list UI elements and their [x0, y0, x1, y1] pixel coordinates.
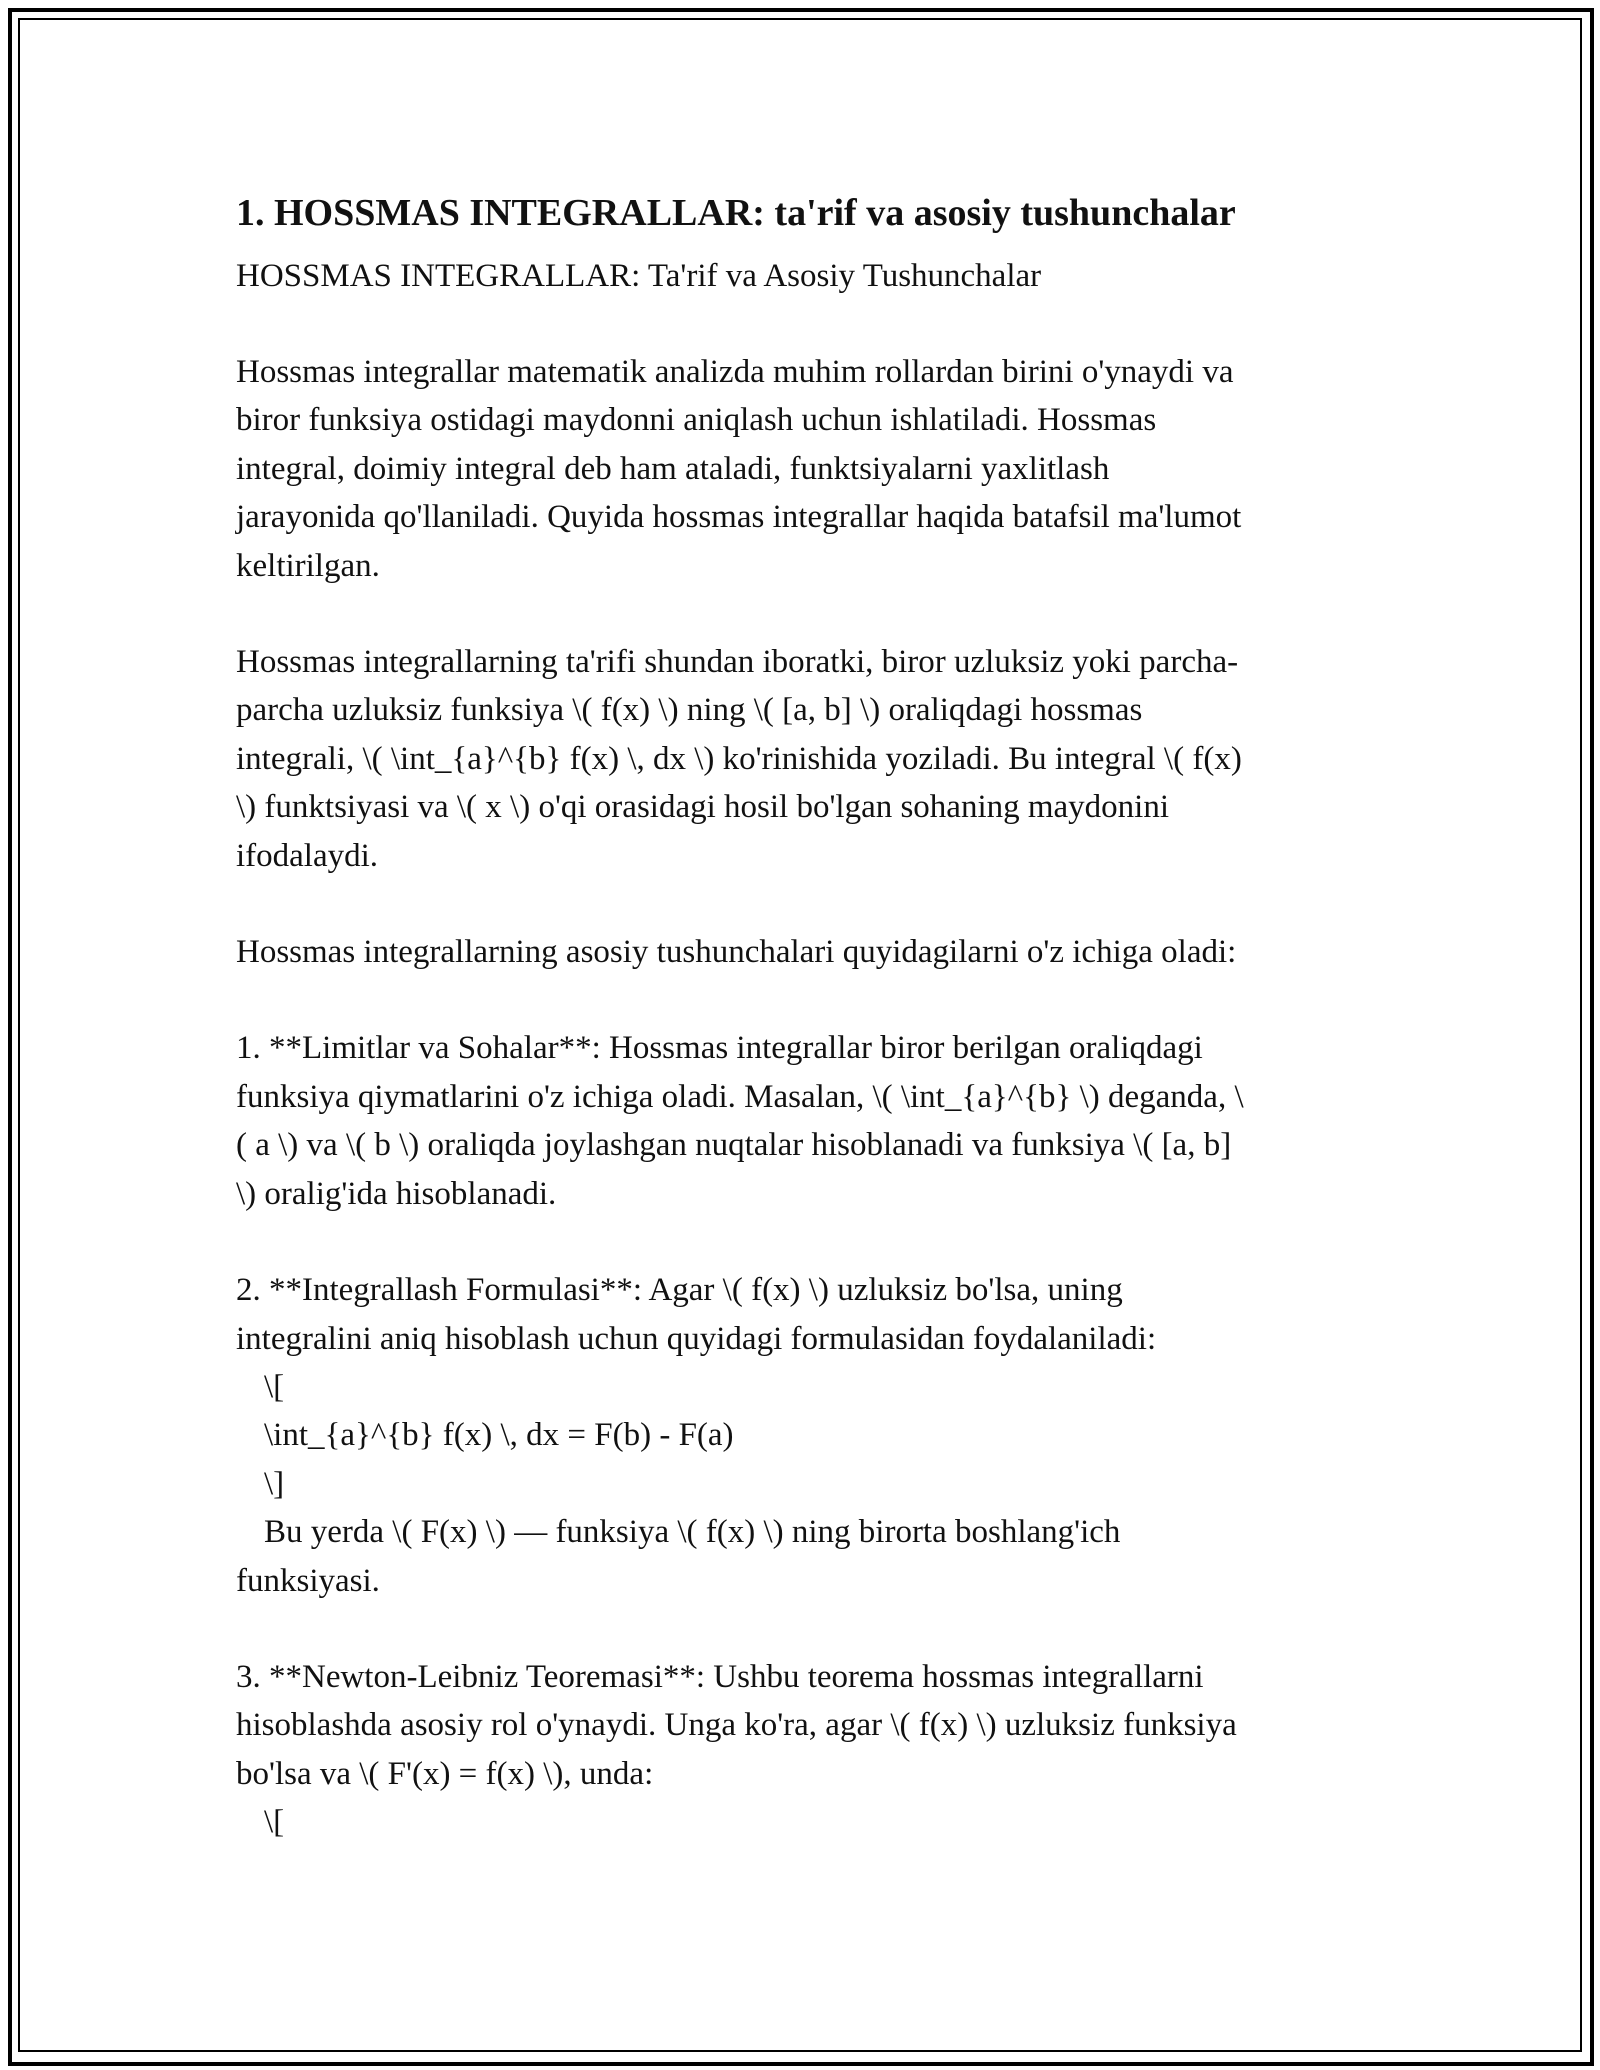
document-body — [236, 300, 1366, 1847]
paragraph-line: funksiyasi. — [236, 1562, 380, 1599]
paragraph-line: \[ — [264, 1804, 285, 1841]
paragraph-line: parcha uzluksiz funksiya \( f(x) \) ning \( [a, b] \) oraliqdagi hossmas — [236, 692, 1143, 729]
document-page — [236, 186, 1366, 1847]
paragraph-line: biror funksiya ostidagi maydonni aniqlash uchun ishlatiladi. Hossmas — [236, 402, 1157, 439]
paragraph-line: Hossmas integrallarning ta'rifi shundan iboratki, biror uzluksiz yoki parcha- — [236, 644, 1239, 681]
paragraph-line: keltirilgan. — [236, 547, 380, 584]
paragraph-line: 2. **Integrallash Formulasi**: Agar \( f(x) \) uzluksiz bo'lsa, uning — [236, 1272, 1123, 1309]
paragraph — [236, 976, 1366, 1218]
paragraph-line: ( a \) va \( b \) oraliqda joylashgan nuqtalar hisoblanadi va funksiya \( [a, b] — [236, 1127, 1232, 1164]
paragraph-line: Bu yerda \( F(x) \) — funksiya \( f(x) \) ning birorta boshlang'ich — [264, 1514, 1121, 1551]
paragraph — [236, 590, 1366, 880]
paragraph-line: jarayonida qo'llaniladi. Quyida hossmas integrallar haqida batafsil ma'lumot — [236, 499, 1242, 536]
document-heading: 1. HOSSMAS INTEGRALLAR: ta'rif va asosiy tushunchalar — [236, 192, 1236, 234]
paragraph-line: \] — [264, 1465, 285, 1502]
paragraph — [236, 1605, 1366, 1847]
paragraph-line: integral, doimiy integral deb ham ataladi, funktsiyalarni yaxlitlash — [236, 450, 1110, 487]
paragraph-line: integralini aniq hisoblash uchun quyidagi formulasidan foydalaniladi: — [236, 1320, 1157, 1357]
paragraph-line: integrali, \( \int_{a}^{b} f(x) \, dx \) ko'rinishida yoziladi. Bu integral \( f(x) — [236, 740, 1242, 777]
paragraph-line: bo'lsa va \( F'(x) = f(x) \), unda: — [236, 1755, 654, 1792]
paragraph — [236, 1218, 1366, 1605]
paragraph-line: funksiya qiymatlarini o'z ichiga oladi. Masalan, \( \int_{a}^{b} \) deganda, \ — [236, 1078, 1244, 1115]
paragraph — [236, 300, 1366, 590]
document-subtitle: HOSSMAS INTEGRALLAR: Ta'rif va Asosiy Tushunchalar — [236, 258, 1042, 294]
paragraph-line: Hossmas integrallarning asosiy tushunchalari quyidagilarni o'z ichiga oladi: — [236, 934, 1237, 971]
paragraph-line: \[ — [264, 1368, 285, 1405]
paragraph-line: 3. **Newton-Leibniz Teoremasi**: Ushbu teorema hossmas integrallarni — [236, 1658, 1204, 1695]
paragraph-line: \) funktsiyasi va \( x \) o'qi orasidagi hosil bo'lgan sohaning maydonini — [236, 789, 1170, 826]
paragraph-line: \) oralig'ida hisoblanadi. — [236, 1175, 557, 1212]
paragraph-line: 1. **Limitlar va Sohalar**: Hossmas integrallar biror berilgan oraliqdagi — [236, 1030, 1203, 1067]
paragraph-line: ifodalaydi. — [236, 837, 379, 874]
paragraph-line: \int_{a}^{b} f(x) \, dx = F(b) - F(a) — [264, 1417, 734, 1454]
paragraph-line: hisoblashda asosiy rol o'ynaydi. Unga ko'ra, agar \( f(x) \) uzluksiz funksiya — [236, 1707, 1237, 1744]
paragraph-line: Hossmas integrallar matematik analizda muhim rollardan birini o'ynaydi va — [236, 354, 1234, 390]
paragraph — [236, 880, 1366, 976]
